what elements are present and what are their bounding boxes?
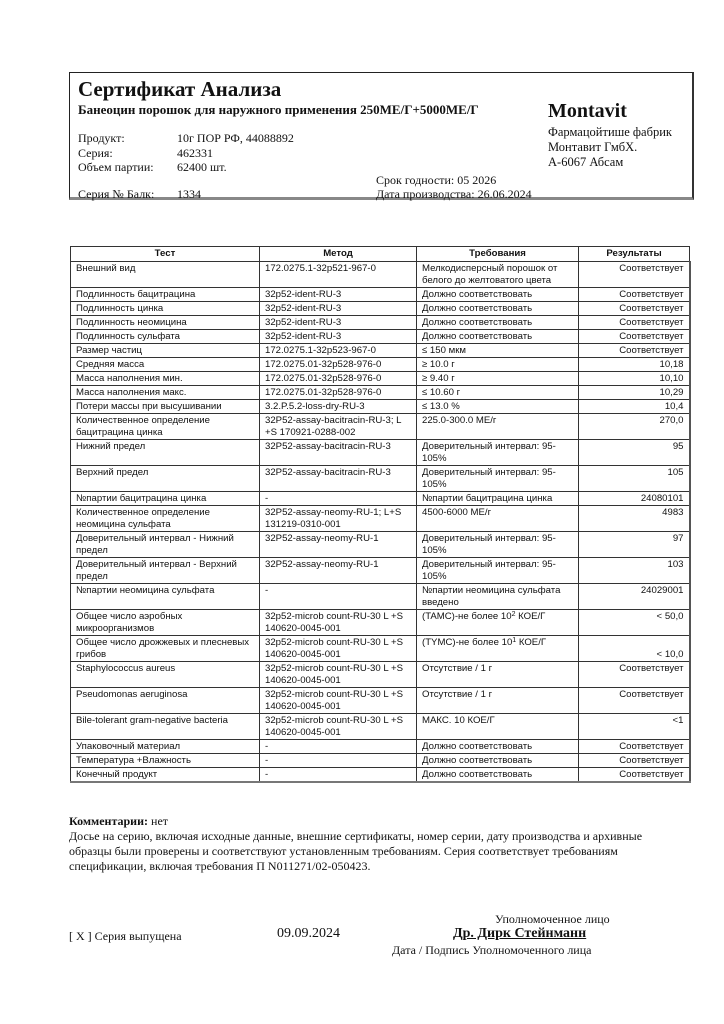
table-row	[71, 386, 690, 400]
cell-requirement: Доверительный интервал: 95-105%	[417, 466, 579, 492]
cell-test: Размер частиц	[71, 344, 260, 358]
cell-result: 10,10	[579, 372, 690, 386]
cell-method: 172.0275.01-32p528-976-0	[260, 386, 417, 400]
cell-method: 32p52-microb count-RU-30 L +S 140620-0045-001	[260, 610, 417, 636]
cell-method: 32P52-assay-bacitracin-RU-3; L +S 170921-0288-002	[260, 414, 417, 440]
table-row	[71, 636, 690, 662]
column-header-requirements: Требования	[417, 247, 579, 262]
cell-result: < 50,0	[579, 610, 690, 636]
cell-test: Общее число дрожжевых и плесневых грибов	[71, 636, 260, 662]
cell-requirement: МАКС. 10 КОЕ/Г	[417, 714, 579, 740]
cell-requirement: Должно соответствовать	[417, 754, 579, 768]
cell-requirement: Должно соответствовать	[417, 316, 579, 330]
cell-requirement: ≥ 9.40 г	[417, 372, 579, 386]
cell-requirement: ≤ 10.60 г	[417, 386, 579, 400]
table-row	[71, 330, 690, 344]
table-header-row	[71, 247, 690, 262]
document-title: Сертификат Анализа	[78, 77, 282, 101]
table-row	[71, 610, 690, 636]
cell-result: Соответствует	[579, 740, 690, 754]
cell-result: Соответствует	[579, 344, 690, 358]
column-header-test: Тест	[71, 247, 260, 262]
requirement-unit: КОЕ/Г	[515, 611, 546, 622]
batch-size-label: Объем партии:	[78, 160, 154, 174]
cell-result: Соответствует	[579, 662, 690, 688]
cell-test: Количественное определение неомицина сульфата	[71, 506, 260, 532]
product-subtitle: Банеоцин порошок для наружного применения 250МЕ/Г+5000МЕ/Г	[78, 102, 479, 117]
product-value: 10г ПОР РФ, 44088892	[177, 131, 294, 145]
bulk-batch-label: Серия № Балк:	[78, 187, 155, 201]
cell-method: 32p52-ident-RU-3	[260, 302, 417, 316]
table-row	[71, 662, 690, 688]
batch-label: Серия:	[78, 146, 113, 160]
table-row	[71, 372, 690, 386]
cell-test: Масса наполнения макс.	[71, 386, 260, 400]
company-line: А-6067 Абсам	[548, 155, 624, 169]
cell-method: 172.0275.1-32p521-967-0	[260, 262, 417, 288]
column-header-results: Результаты	[579, 247, 690, 262]
cell-result: 105	[579, 466, 690, 492]
cell-test: Конечный продукт	[71, 768, 260, 783]
cell-test: Нижний предел	[71, 440, 260, 466]
cell-result: 95	[579, 440, 690, 466]
table-row	[71, 492, 690, 506]
cell-test: Упаковочный материал	[71, 740, 260, 754]
signature-caption: Дата / Подпись Уполномоченного лица	[392, 943, 592, 957]
cell-test: Верхний предел	[71, 466, 260, 492]
cell-result: Соответствует	[579, 754, 690, 768]
cell-method: 32p52-microb count-RU-30 L +S 140620-0045-001	[260, 636, 417, 662]
cell-requirement: №партии неомицина сульфата введено	[417, 584, 579, 610]
table-row	[71, 288, 690, 302]
cell-method: 32p52-ident-RU-3	[260, 288, 417, 302]
batch-released-checkbox: [ X ] Серия выпущена	[69, 929, 182, 943]
comments-section	[69, 814, 669, 874]
cell-result: Соответствует	[579, 302, 690, 316]
cell-test: Подлинность бацитрацина	[71, 288, 260, 302]
cell-result: 10,4	[579, 400, 690, 414]
table-row	[71, 466, 690, 492]
cell-result: <1	[579, 714, 690, 740]
table-row	[71, 584, 690, 610]
cell-test: Средняя масса	[71, 358, 260, 372]
comments-value: нет	[148, 814, 169, 828]
batch-value: 462331	[177, 146, 213, 160]
cell-test: Общее число аэробных микроорганизмов	[71, 610, 260, 636]
cell-result: Соответствует	[579, 330, 690, 344]
cell-requirement: Должно соответствовать	[417, 330, 579, 344]
cell-requirement: Должно соответствовать	[417, 740, 579, 754]
certificate-header	[69, 72, 694, 200]
company-line: Монтавит ГмбХ.	[548, 140, 638, 154]
cell-test: Количественное определение бацитрацина цинка	[71, 414, 260, 440]
cell-result: 4983	[579, 506, 690, 532]
cell-method: 172.0275.01-32p528-976-0	[260, 358, 417, 372]
cell-requirement: 225.0-300.0 МЕ/г	[417, 414, 579, 440]
cell-requirement	[417, 636, 579, 662]
cell-method: 32P52-assay-neomy-RU-1; L+S 131219-0310-001	[260, 506, 417, 532]
cell-test: Подлинность неомицина	[71, 316, 260, 330]
table-row	[71, 768, 690, 783]
table-row	[71, 262, 690, 288]
requirement-text: (TYMC)-не более 10	[422, 637, 513, 648]
cell-test: Bile-tolerant gram-negative bacteria	[71, 714, 260, 740]
cell-test: №партии бацитрацина цинка	[71, 492, 260, 506]
company-line: Фармацойтише фабрик	[548, 125, 672, 139]
cell-requirement: Отсутствие / 1 г	[417, 662, 579, 688]
cell-test: Температура +Влажность	[71, 754, 260, 768]
cell-method: -	[260, 754, 417, 768]
cell-test: Доверительный интервал - Верхний предел	[71, 558, 260, 584]
cell-requirement: 4500-6000 МЕ/г	[417, 506, 579, 532]
cell-result: < 10,0	[579, 636, 690, 662]
table-row	[71, 358, 690, 372]
cell-result: 24080101	[579, 492, 690, 506]
cell-result: 103	[579, 558, 690, 584]
cell-requirement: Должно соответствовать	[417, 768, 579, 783]
cell-test: Pseudomonas aeruginosa	[71, 688, 260, 714]
table-row	[71, 506, 690, 532]
cell-method: 32P52-assay-bacitracin-RU-3	[260, 466, 417, 492]
cell-requirement: Доверительный интервал: 95-105%	[417, 532, 579, 558]
requirement-exponent: 1	[512, 637, 517, 644]
company-name: Montavit	[548, 100, 627, 122]
table-row	[71, 302, 690, 316]
requirement-text: (TAMC)-не более 10	[422, 611, 512, 622]
table-row	[71, 754, 690, 768]
bulk-batch-value: 1334	[177, 187, 201, 201]
cell-requirement: Должно соответствовать	[417, 288, 579, 302]
cell-requirement: Отсутствие / 1 г	[417, 688, 579, 714]
requirement-unit: КОЕ/Г	[516, 637, 547, 648]
cell-method: 32p52-ident-RU-3	[260, 330, 417, 344]
signer-name: Др. Дирк Стейнманн	[453, 926, 587, 941]
cell-test: №партии неомицина сульфата	[71, 584, 260, 610]
table-row	[71, 740, 690, 754]
cell-test: Масса наполнения мин.	[71, 372, 260, 386]
company-block	[548, 100, 672, 170]
cell-result: 10,29	[579, 386, 690, 400]
requirement-exponent: 2	[511, 611, 516, 618]
cell-method: -	[260, 740, 417, 754]
cell-method: -	[260, 584, 417, 610]
cell-test: Потери массы при высушивании	[71, 400, 260, 414]
cell-requirement: ≤ 13.0 %	[417, 400, 579, 414]
cell-test: Доверительный интервал - Нижний предел	[71, 532, 260, 558]
cell-result: 24029001	[579, 584, 690, 610]
cell-result: 10,18	[579, 358, 690, 372]
cell-method: 32p52-microb count-RU-30 L +S 140620-0045-001	[260, 662, 417, 688]
release-date: 09.09.2024	[277, 926, 340, 941]
table-row	[71, 440, 690, 466]
cell-method: 3.2.P.5.2-loss-dry-RU-3	[260, 400, 417, 414]
cell-method: 32p52-microb count-RU-30 L +S 140620-0045-001	[260, 714, 417, 740]
cell-requirement: ≤ 150 мкм	[417, 344, 579, 358]
cell-method: 32p52-microb count-RU-30 L +S 140620-0045-001	[260, 688, 417, 714]
expiry-date: Срок годности: 05 2026	[376, 173, 497, 187]
product-label: Продукт:	[78, 131, 125, 145]
table-row	[71, 714, 690, 740]
cell-test: Подлинность сульфата	[71, 330, 260, 344]
table-row	[71, 532, 690, 558]
results-table	[70, 246, 691, 783]
cell-requirement	[417, 610, 579, 636]
cell-method: -	[260, 492, 417, 506]
table-row	[71, 558, 690, 584]
table-row	[71, 344, 690, 358]
comments-heading	[69, 814, 669, 829]
production-date: Дата производства: 26.06.2024	[376, 187, 532, 201]
cell-requirement: №партии бацитрацина цинка	[417, 492, 579, 506]
cell-method: -	[260, 768, 417, 783]
cell-test: Подлинность цинка	[71, 302, 260, 316]
cell-result: 97	[579, 532, 690, 558]
cell-test: Внешний вид	[71, 262, 260, 288]
table-row	[71, 414, 690, 440]
table-row	[71, 688, 690, 714]
cell-method: 172.0275.01-32p528-976-0	[260, 372, 417, 386]
cell-method: 32P52-assay-neomy-RU-1	[260, 532, 417, 558]
cell-test: Staphylococcus aureus	[71, 662, 260, 688]
table-row	[71, 400, 690, 414]
cell-method: 32P52-assay-bacitracin-RU-3	[260, 440, 417, 466]
cell-requirement: Доверительный интервал: 95-105%	[417, 558, 579, 584]
cell-result: Соответствует	[579, 768, 690, 783]
batch-size-value: 62400 шт.	[177, 160, 227, 174]
comments-text: Досье на серию, включая исходные данные, внешние сертификаты, номер серии, дату производства и архивные образцы были проверены и соответствуют установленным требованиям. Серия соответствует требованиям спецификации, включая требования П N011271/02-050423.	[69, 829, 643, 873]
table-row	[71, 316, 690, 330]
cell-method: 32P52-assay-neomy-RU-1	[260, 558, 417, 584]
cell-result: Соответствует	[579, 316, 690, 330]
cell-method: 172.0275.1-32p523-967-0	[260, 344, 417, 358]
cell-requirement: Доверительный интервал: 95-105%	[417, 440, 579, 466]
cell-requirement: ≥ 10.0 г	[417, 358, 579, 372]
cell-method: 32p52-ident-RU-3	[260, 316, 417, 330]
cell-result: Соответствует	[579, 688, 690, 714]
authorized-person-role: Уполномоченное лицо	[495, 912, 610, 926]
cell-result: Соответствует	[579, 288, 690, 302]
cell-result: 270,0	[579, 414, 690, 440]
cell-requirement: Мелкодисперсный порошок от белого до желтоватого цвета	[417, 262, 579, 288]
cell-result: Соответствует	[579, 262, 690, 288]
comments-label: Комментарии:	[69, 814, 149, 828]
cell-requirement: Должно соответствовать	[417, 302, 579, 316]
column-header-method: Метод	[260, 247, 417, 262]
